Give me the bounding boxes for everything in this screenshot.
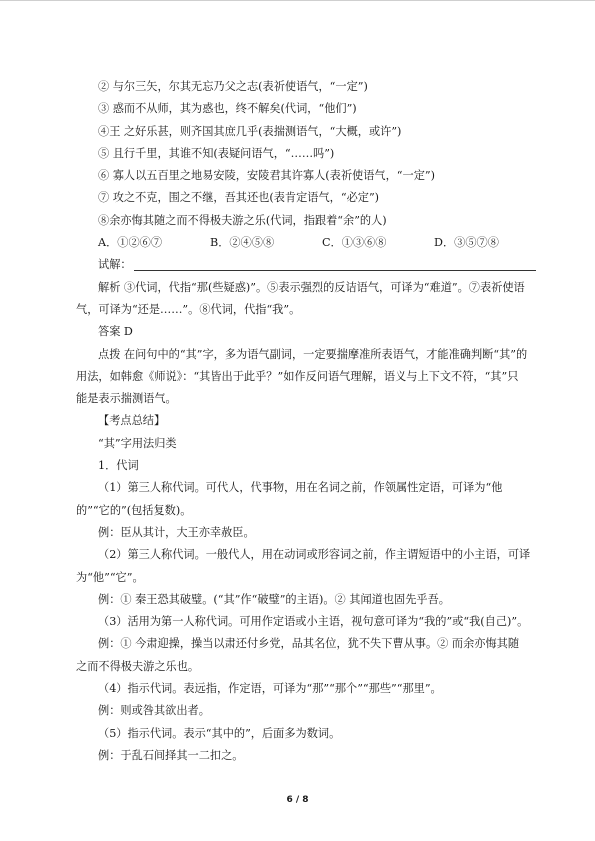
- example-2: 例：① 秦王恐其破璧。(“其”作“破璧”的主语)。② 其闻道也固先乎吾。: [98, 592, 450, 606]
- option-d: D．③⑤⑦⑧: [434, 236, 499, 250]
- p4-line: （4）指示代词。表远指，作定语，可译为“那”“那个”“那些”“那里”。: [98, 682, 442, 696]
- analysis-line-1: 解析 ③代词，代指“那(些疑惑)”。⑤表示强烈的反诘语气，可译为“难道”。⑦表祈使语: [98, 280, 525, 294]
- answer-line: 答案 D: [98, 325, 133, 339]
- item-8: ⑧余亦悔其随之而不得极夫游之乐(代词，指跟着“余”的人): [98, 213, 387, 227]
- p2-line-2: 为“他”“它”。: [76, 570, 144, 584]
- analysis-line-2: 气，可译为“还是……”。⑧代词，代指“我”。: [76, 302, 301, 316]
- trial-answer-line: [76, 254, 546, 276]
- summary-title: “其”字用法归类: [98, 436, 177, 450]
- p2-line-1: （2）第三人称代词。一般代人，用在动词或形容词之前，作主谓短语中的小主语，可译: [98, 548, 531, 562]
- p5-line: （5）指示代词。表示“其中的”，后面多为数词。: [98, 726, 341, 740]
- answer-blank: [134, 256, 536, 271]
- p1-line-1: （1）第三人称代词。可代人，代事物，用在名词之前，作领属性定语，可译为“他: [98, 481, 503, 495]
- p3-line: （3）活用为第一人称代词。可用作定语或小主语，视句意可译为“我的”或“我(自己)”。: [98, 615, 529, 629]
- example-5: 例：于乱石间择其一二扣之。: [98, 748, 244, 762]
- tip-line-3: 能是表示揣测语气。: [76, 392, 177, 406]
- summary-heading: 【考点总结】: [98, 414, 166, 428]
- trial-label: 试解：: [98, 258, 132, 272]
- answer-options: [76, 232, 546, 254]
- option-c: C．①③⑥⑧: [322, 236, 387, 250]
- tip-line-1: 点拨 在问句中的“其”字，多为语气副词，一定要揣摩准所表语气，才能准确判断“其”的: [98, 347, 528, 361]
- item-2: ② 与尔三矢，尔其无忘乃父之志(表祈使语气，“一定”): [98, 80, 368, 93]
- option-a: A．①②⑥⑦: [98, 236, 163, 250]
- item-4: ④王 之好乐甚，则齐国其庶几乎(表揣测语气，“大概，或许”): [98, 124, 402, 138]
- top-rule: [0, 0, 595, 1]
- p1-line-2: 的”“它的”(包括复数)。: [76, 503, 192, 517]
- tip-line-2: 用法，如韩愈《师说》：“其皆出于此乎？”如作反问语气理解，语义与上下文不符，“其”只: [76, 369, 519, 383]
- document-body: [76, 76, 546, 767]
- item-5: ⑤ 且行千里，其谁不知(表疑问语气，“……吗”): [98, 146, 335, 160]
- item-3: ③ 惑而不从师，其为惑也，终不解矣(代词，“他们”): [98, 102, 357, 116]
- example-1: 例：臣从其计，大王亦幸赦臣。: [98, 525, 255, 539]
- page-number: 6 / 8: [286, 795, 309, 805]
- example-4: 例：则或咎其欲出者。: [98, 704, 210, 718]
- item-7: ⑦ 攻之不克，围之不继，吾其还也(表肯定语气，“必定”): [98, 191, 380, 205]
- section-pronoun-heading: 1．代词: [98, 459, 139, 473]
- example-3-line-2: 之而不得极夫游之乐也。: [76, 659, 200, 673]
- example-3-line-1: 例：① 今肃迎操，操当以肃还付乡党，品其名位，犹不失下曹从事。② 而余亦悔其随: [98, 637, 520, 651]
- item-6: ⑥ 寡人以五百里之地易安陵，安陵君其许寡人(表祈使语气，“一定”): [98, 169, 435, 183]
- option-b: B．②④⑤⑧: [210, 236, 275, 250]
